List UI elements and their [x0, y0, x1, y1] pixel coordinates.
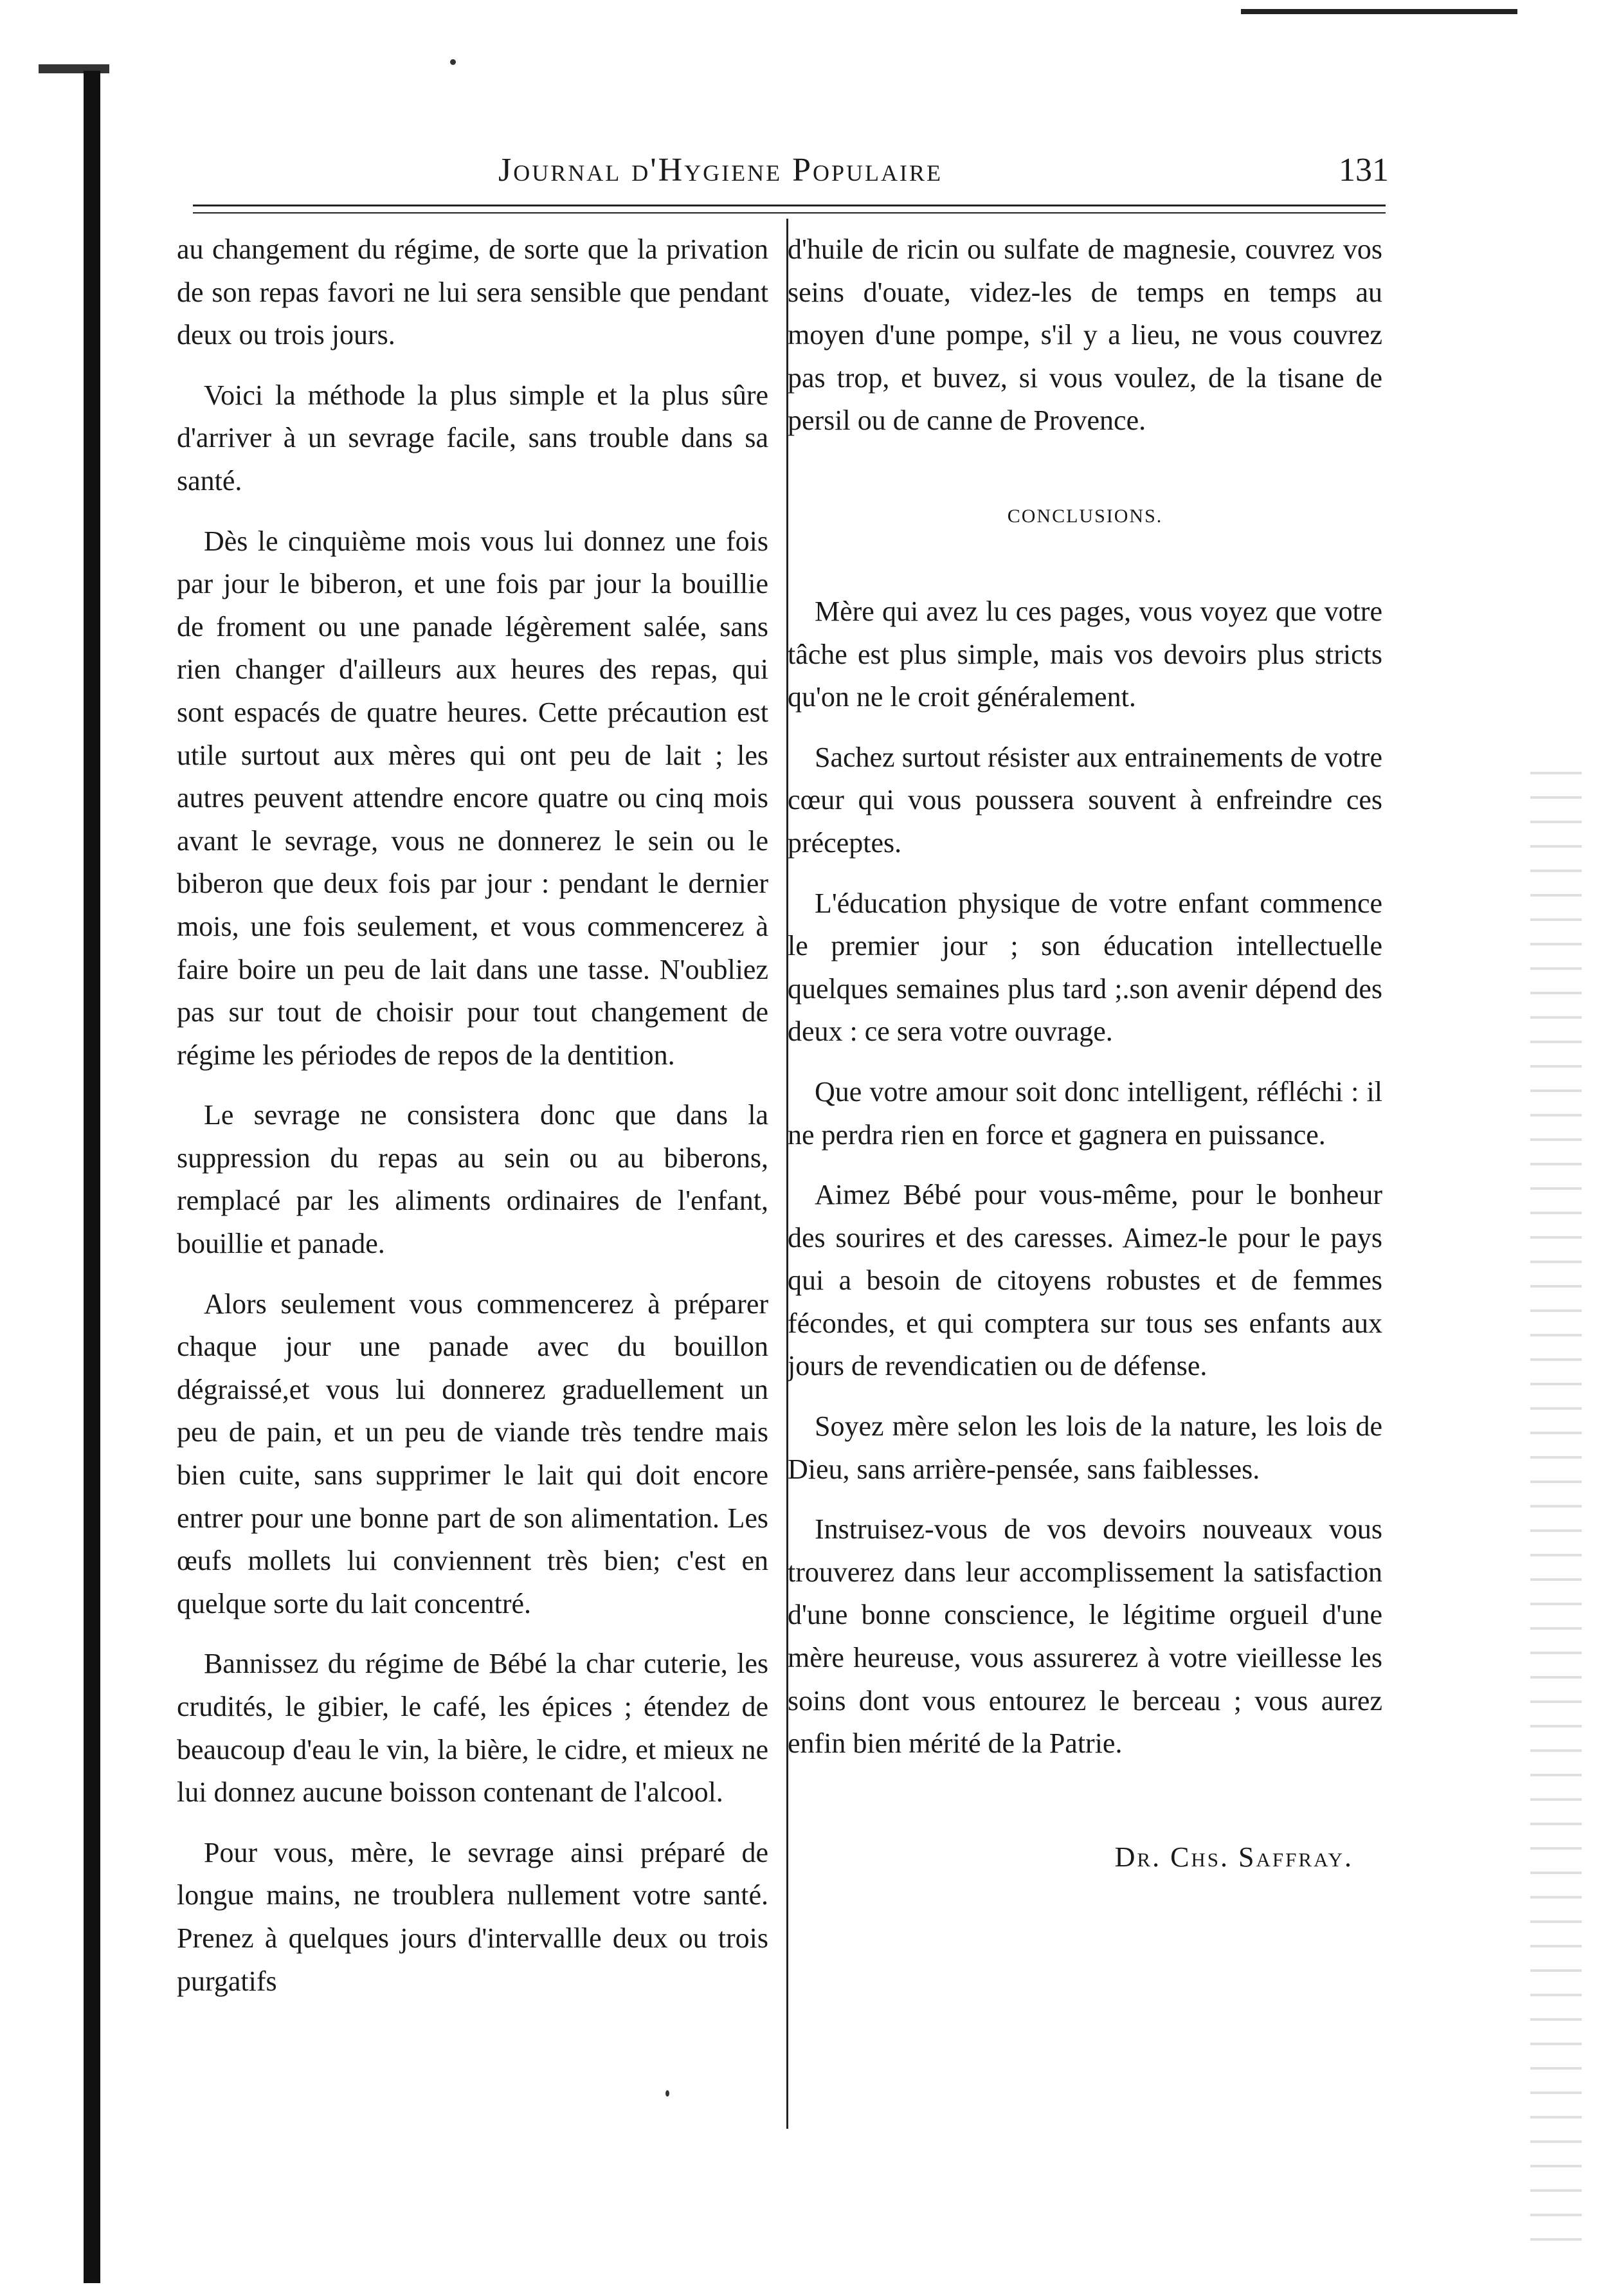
- binding-edge: [84, 71, 100, 2283]
- paragraph: au changement du régime, de sorte que la privation de son repas favori ne lui sera sensible que pendant deux ou trois jours.: [177, 233, 768, 351]
- page-number: 131: [1339, 152, 1389, 188]
- paragraph: Instruisez-vous de vos devoirs nouveaux vous trouverez dans leur accomplissement la satisfaction d'une bonne conscience, le légitime orgueil d'une mère heureuse, vous assurerez à votre vieillesse les soins dont vous entourez le berceau ; vous aurez enfin bien mérité de la Patrie.: [788, 1513, 1382, 1760]
- paragraph: Pour vous, mère, le sevrage ainsi préparé de longue mains, ne troublera nullement votre santé. Prenez à quelques jours d'intervallle deux ou trois purgatifs: [177, 1836, 768, 1997]
- running-title: Journal d'Hygiene Populaire: [498, 152, 943, 188]
- paragraph: Bannissez du régime de Bébé la char cuterie, les crudités, le gibier, le café, les épices ; étendez de beaucoup d'eau le vin, la bière, le cidre, et mieux ne lui donnez aucune boisson contenant de l'alcool.: [177, 1648, 768, 1809]
- bleed-through-marks: [1530, 772, 1582, 2251]
- header-rule-bottom: [193, 212, 1386, 214]
- paragraph: Dès le cinquième mois vous lui donnez une fois par jour le biberon, et une fois par jour la bouillie de froment ou une panade légèrement salée, sans rien changer d'ailleurs aux heures des repas, qui sont espacés de quatre heures. Cette précaution est utile surtout aux mères qui ont peu de lait ; les autres peuvent attendre encore quatre ou cinq mois avant le sevrage, vous ne donnerez le sein ou le biberon que deux fois par jour : pendant le dernier mois, une fois seulement, et vous commencerez à faire boire un peu de lait dans une tasse. N'oubliez pas sur tout de choisir pour tout changement de régime les périodes de repos de la dentition.: [177, 525, 768, 1071]
- running-header: [360, 151, 1389, 196]
- author-signature: Dr. Chs. Saffray.: [1114, 1841, 1353, 1873]
- top-edge-rule: [1241, 9, 1517, 14]
- paragraph: Voici la méthode la plus simple et la plus sûre d'arriver à un sevrage facile, sans trouble dans sa santé.: [177, 379, 768, 497]
- section-heading: CONCLUSIONS.: [1007, 505, 1163, 527]
- header-rule-top: [193, 205, 1386, 206]
- paragraph: Que votre amour soit donc intelligent, réfléchi : il ne perdra rien en force et gagnera en puissance.: [788, 1075, 1382, 1151]
- paragraph: Soyez mère selon les lois de la nature, les lois de Dieu, sans arrière-pensée, sans faiblesses.: [788, 1410, 1382, 1485]
- left-column: [177, 228, 768, 2020]
- paragraph: L'éducation physique de votre enfant commence le premier jour ; son éducation intellectuelle quelques semaines plus tard ;.son avenir dépend des deux : ce sera votre ouvrage.: [788, 887, 1382, 1048]
- paragraph: Sachez surtout résister aux entrainements de votre cœur qui vous poussera souvent à enfreindre ces préceptes.: [788, 741, 1382, 859]
- ink-speck: [665, 2090, 669, 2097]
- right-column: [788, 228, 1382, 1879]
- ink-speck: [450, 59, 456, 65]
- paragraph: Le sevrage ne consistera donc que dans la suppression du repas au sein ou au biberons, remplacé par les aliments ordinaires de l'enfant, bouillie et panade.: [177, 1099, 768, 1260]
- paragraph: Mère qui avez lu ces pages, vous voyez que votre tâche est plus simple, mais vos devoirs plus stricts qu'on ne le croit généralement.: [788, 595, 1382, 713]
- paragraph: Aimez Bébé pour vous-même, pour le bonheur des sourires et des caresses. Aimez-le pour le pays qui a besoin de citoyens robustes et de femmes fécondes, et qui comptera sur tous ses enfants aux jours de revendicatien ou de défense.: [788, 1179, 1382, 1382]
- paragraph: Alors seulement vous commencerez à préparer chaque jour une panade avec du bouillon dégraissé,et vous lui donnerez graduellement un peu de pain, et un peu de viande très tendre mais bien cuite, sans supprimer le lait qui doit encore entrer pour une bonne part de son alimentation. Les œufs mollets lui conviennent très bien; c'est en quelque sorte du lait concentré.: [177, 1288, 768, 1619]
- paragraph-continuation: d'huile de ricin ou sulfate de magnesie, couvrez vos seins d'ouate, videz-les de temps en temps au moyen d'une pompe, s'il y a lieu, ne vous couvrez pas trop, et buvez, si vous voulez, de la tisane de persil ou de canne de Provence.: [788, 233, 1382, 437]
